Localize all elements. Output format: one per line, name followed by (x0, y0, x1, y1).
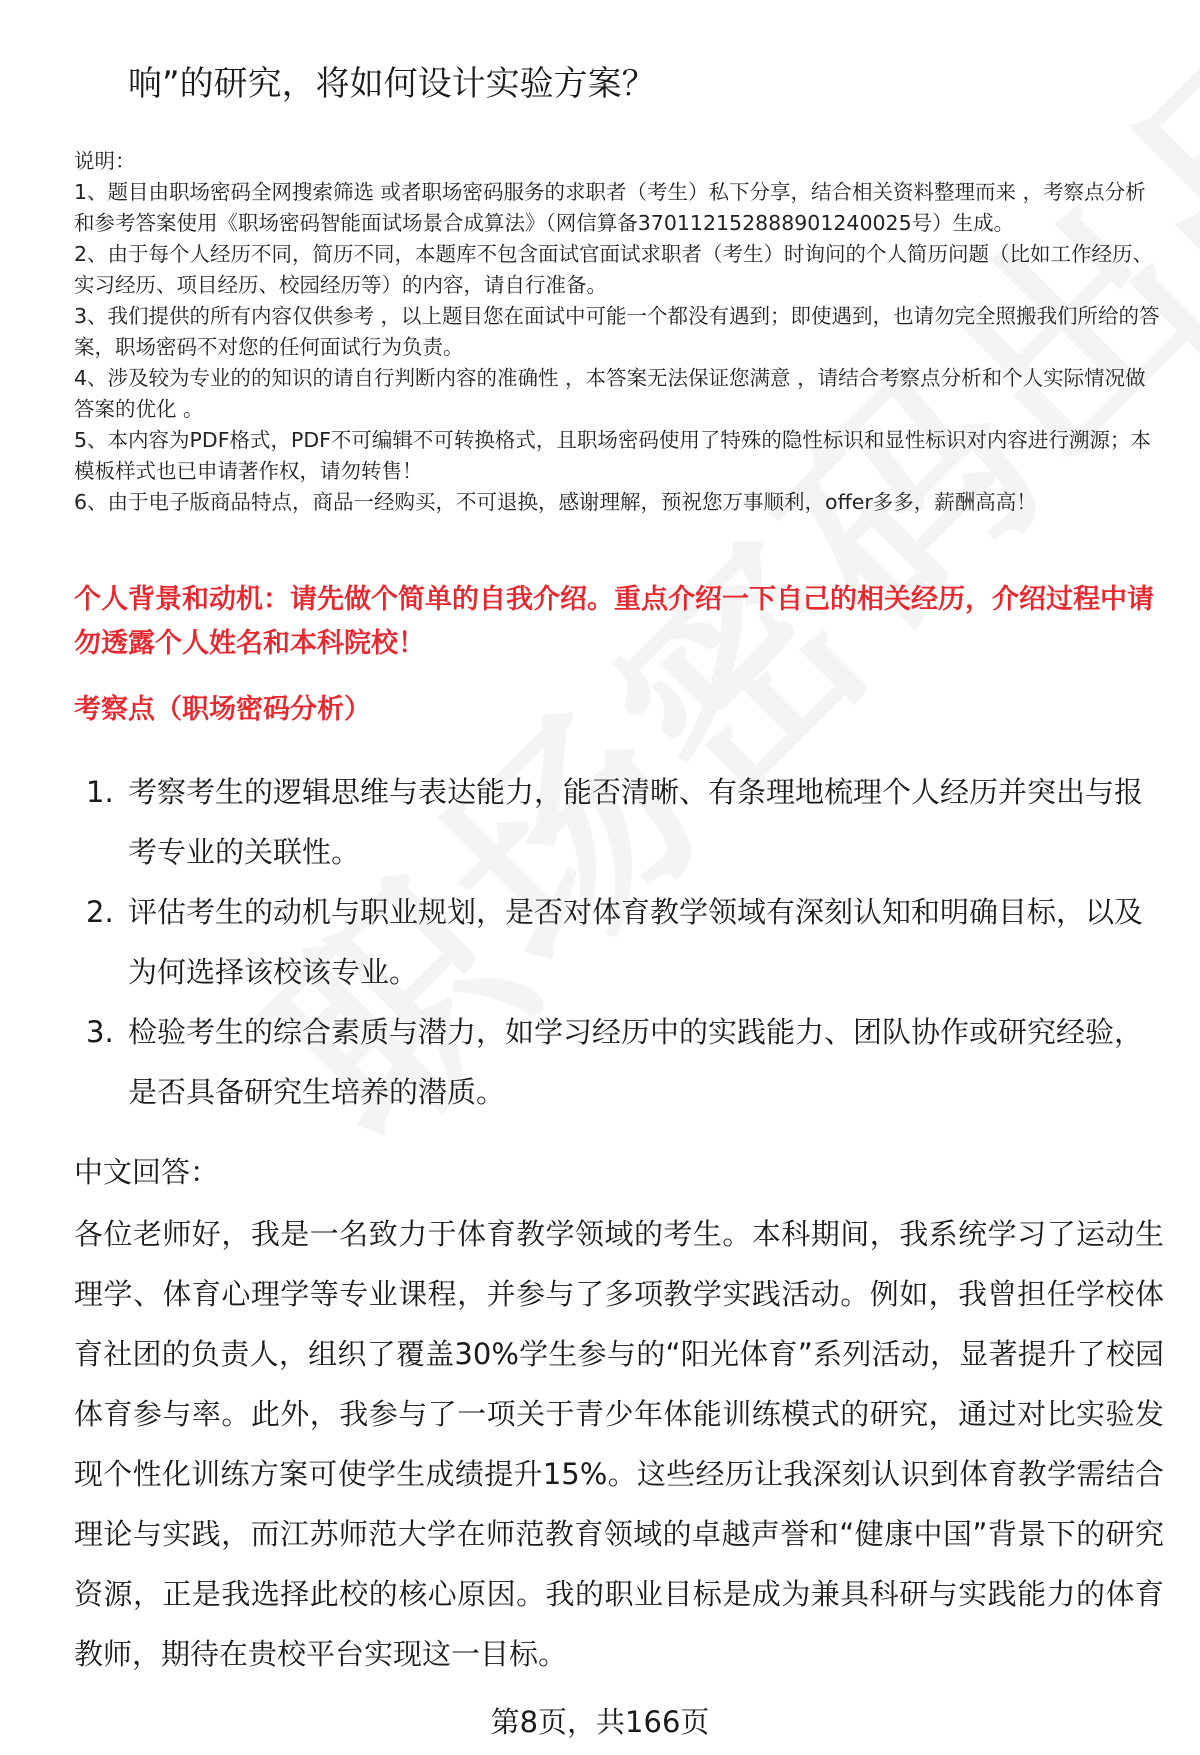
point-number: 2. (86, 895, 114, 929)
assessment-points-list (74, 762, 1164, 1122)
notes-block (74, 146, 1164, 518)
note-item: 4、涉及较为专业的的知识的请自行判断内容的准确性 ，本答案无法保证您满意 ，请结合考察点分析和个人实际情况做答案的优化 。 (74, 366, 1146, 421)
assessment-point (74, 882, 1164, 1002)
point-text: 检验考生的综合素质与潜力，如学习经历中的实践能力、团队协作或研究经验，是否具备研究生培养的潜质。 (128, 1015, 1144, 1109)
assessment-points-title: 考察点（职场密码分析） (74, 694, 371, 725)
point-number: 1. (86, 775, 114, 809)
point-text: 考察考生的逻辑思维与表达能力，能否清晰、有条理地梳理个人经历并突出与报考专业的关联性。 (128, 775, 1144, 869)
question-continuation: 响”的研究，将如何设计实验方案？ (128, 64, 656, 104)
notes-heading: 说明： (74, 149, 136, 173)
point-number: 3. (86, 1015, 114, 1049)
note-item: 6、由于电子版商品特点，商品一经购买，不可退换，感谢理解，预祝您万事顺利，offer多多，薪酬高高！ (74, 490, 1037, 514)
note-item: 1、题目由职场密码全网搜索筛选 或者职场密码服务的求职者（考生）私下分享，结合相关资料整理而来 ，考察点分析和参考答案使用《职场密码智能面试场景合成算法》（网信算备370112152888901240025号）生成。 (74, 180, 1146, 235)
page-number-footer: 第8页，共166页 (490, 1705, 710, 1739)
background-question-title: 个人背景和动机：请先做个简单的自我介绍。重点介绍一下自己的相关经历，介绍过程中请勿透露个人姓名和本科院校！ (74, 584, 1154, 659)
answer-label: 中文回答： (74, 1155, 220, 1189)
answer-body: 各位老师好，我是一名致力于体育教学领域的考生。本科期间，我系统学习了运动生理学、体育心理学等专业课程，并参与了多项教学实践活动。例如，我曾担任学校体育社团的负责人，组织了覆盖30%学生参与的“阳光体育”系列活动，显著提升了校园体育参与率。此外，我参与了一项关于青少年体能训练模式的研究，通过对比实验发现个性化训练方案可使学生成绩提升15%。这些经历让我深刻认识到体育教学需结合理论与实践，而江苏师范大学在师范教育领域的卓越声誉和“健康中国”背景下的研究资源，正是我选择此校的核心原因。我的职业目标是成为兼具科研与实践能力的体育教师，期待在贵校平台实现这一目标。 (74, 1217, 1164, 1671)
point-text: 评估考生的动机与职业规划，是否对体育教学领域有深刻认知和明确目标，以及为何选择该校该专业。 (128, 895, 1144, 989)
note-item: 2、由于每个人经历不同，简历不同，本题库不包含面试官面试求职者（考生）时询问的个人简历问题（比如工作经历、实习经历、项目经历、校园经历等）的内容，请自行准备。 (74, 242, 1154, 297)
note-item: 3、我们提供的所有内容仅供参考 ，以上题目您在面试中可能一个都没有遇到；即使遇到，也请勿完全照搬我们所给的答案，职场密码不对您的任何面试行为负责。 (74, 304, 1160, 359)
assessment-point (74, 762, 1164, 882)
note-item: 5、本内容为PDF格式，PDF不可编辑不可转换格式，且职场密码使用了特殊的隐性标识和显性标识对内容进行溯源；本模板样式也已申请著作权，请勿转售！ (74, 428, 1151, 483)
assessment-point (74, 1002, 1164, 1122)
